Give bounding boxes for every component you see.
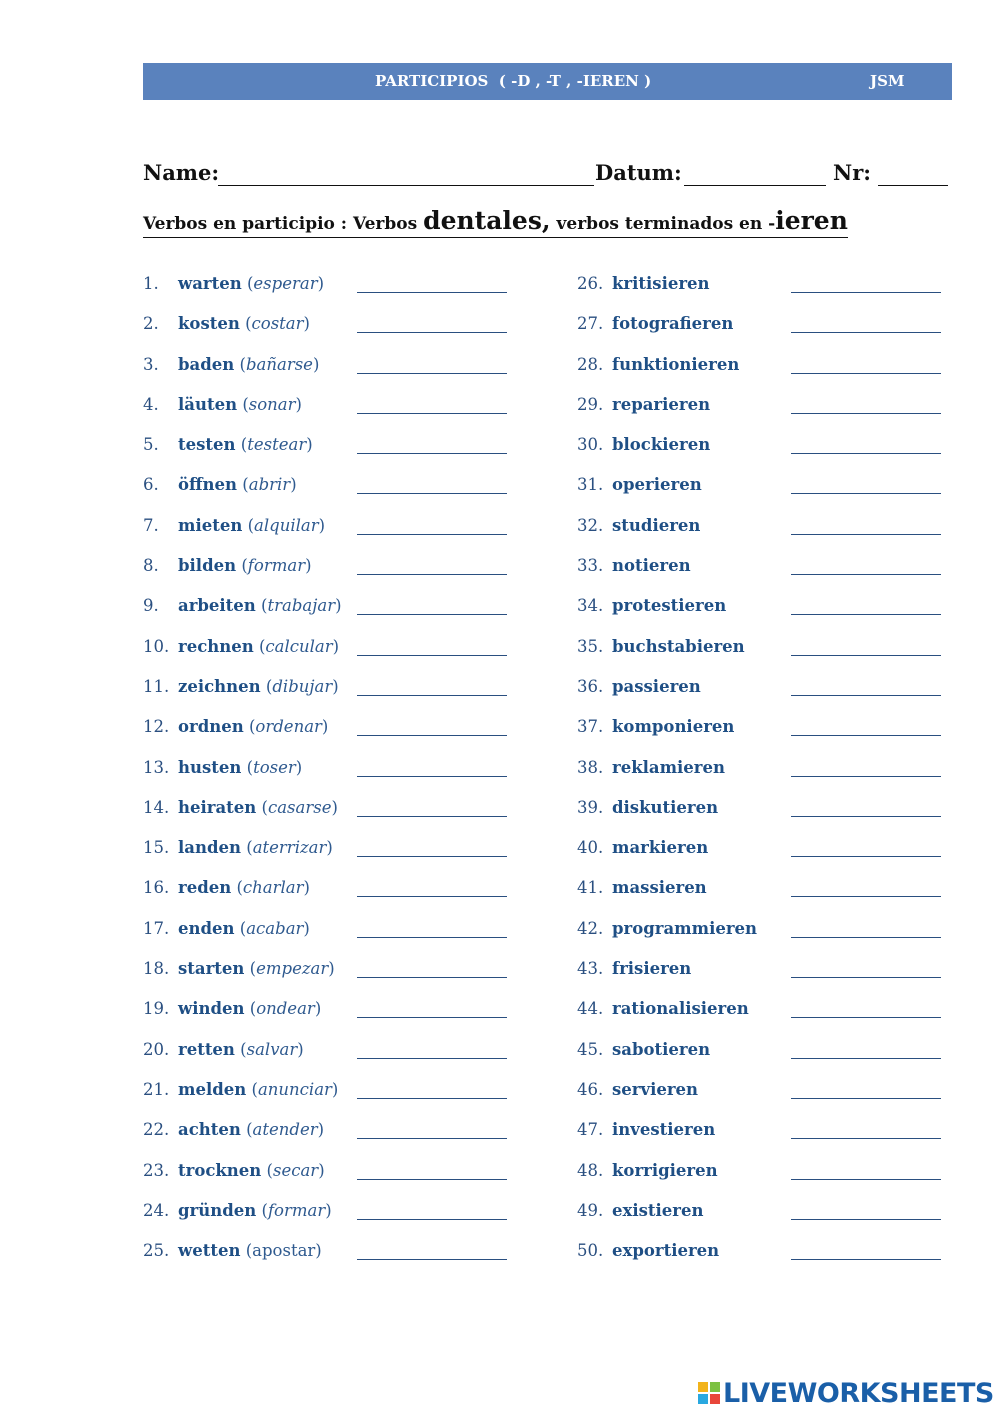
verb-text [612,798,718,817]
verb-translation: dibujar [272,676,333,696]
answer-blank[interactable] [791,816,941,817]
item-number: 23. [143,1160,170,1180]
item-number: 41. [577,878,604,898]
answer-blank[interactable] [357,937,507,938]
answer-blank[interactable] [357,614,507,615]
verb-infinitive: operieren [612,475,702,495]
verb-text [612,1241,719,1260]
verb-infinitive: winden [178,999,245,1019]
item-number: 29. [577,394,604,414]
verb-translation: casarse [267,797,332,817]
verb-infinitive: frisieren [612,959,692,979]
item-number: 20. [143,1039,170,1059]
verb-text: rechnen (calcular) [178,636,340,656]
verb-text [612,1201,703,1220]
answer-blank[interactable] [791,937,941,938]
liveworksheets-logo [698,1378,994,1410]
verb-infinitive: passieren [612,676,701,696]
verb-infinitive: starten [178,959,245,979]
item-number: 50. [577,1241,604,1261]
item-number: 30. [577,435,604,455]
answer-blank[interactable] [357,1017,507,1018]
instructions-text-1: Verbos en participio : Verbos [143,214,424,234]
nr-label: Nr: [833,160,872,185]
verb-text [612,435,710,454]
verb-text: mieten (alquilar) [178,515,326,535]
verb-infinitive: programmieren [612,918,758,938]
verb-text [612,1161,718,1180]
item-number: 5. [143,435,159,455]
nr-field[interactable] [878,185,948,186]
answer-blank[interactable] [357,332,507,333]
verb-infinitive: investieren [612,1120,716,1140]
answer-blank[interactable] [791,856,941,857]
verb-infinitive: mieten [178,515,243,535]
answer-blank[interactable] [357,776,507,777]
verb-infinitive: gründen [178,1200,257,1220]
verb-text: retten (salvar) [178,1039,304,1059]
item-number: 2. [143,314,159,334]
verb-text [612,1040,710,1059]
item-number: 13. [143,757,170,777]
verb-translation: formar [267,1200,326,1220]
verb-infinitive: blockieren [612,435,711,455]
verb-infinitive: kosten [178,314,240,334]
item-number: 21. [143,1079,170,1099]
verb-infinitive: achten [178,1120,241,1140]
answer-blank[interactable] [791,614,941,615]
item-number: 11. [143,676,170,696]
item-number: 47. [577,1120,604,1140]
answer-blank[interactable] [357,413,507,414]
verb-infinitive: landen [178,838,241,858]
verb-translation: aterrizar [252,838,327,858]
item-number: 36. [577,676,604,696]
item-number: 24. [143,1200,170,1220]
verb-text: enden (acabar) [178,918,310,938]
answer-blank[interactable] [357,1259,507,1260]
item-number: 33. [577,556,604,576]
verb-infinitive: rationalisieren [612,999,749,1019]
logo-text: LIVEWORKSHEETS [723,1378,994,1409]
verb-text: testen (testear) [178,435,313,455]
answer-blank[interactable] [791,977,941,978]
answer-blank[interactable] [791,1098,941,1099]
item-number: 9. [143,596,159,616]
worksheet-title: PARTICIPIOS ( -D , -T , -IEREN ) [375,72,652,90]
verb-text: achten (atender) [178,1120,325,1140]
verb-text: melden (anunciar) [178,1079,339,1099]
verb-text: zeichnen (dibujar) [178,676,339,696]
item-number: 26. [577,274,604,293]
instructions-emphasis-ieren: ieren [775,206,848,235]
answer-blank[interactable] [357,574,507,575]
verb-infinitive: protestieren [612,596,727,616]
answer-blank[interactable] [791,735,941,736]
answer-blank[interactable] [357,1179,507,1180]
verb-text: reden (charlar) [178,878,310,898]
item-number: 12. [143,717,170,737]
answer-blank[interactable] [791,493,941,494]
verb-infinitive: reparieren [612,394,711,414]
verb-translation: anunciar [257,1079,332,1099]
answer-blank[interactable] [791,292,941,293]
verb-infinitive: kritisieren [612,274,710,293]
verb-translation: abrir [248,475,291,495]
answer-blank[interactable] [357,695,507,696]
answer-blank[interactable] [791,1058,941,1059]
item-number: 15. [143,838,170,858]
item-number: 4. [143,394,159,414]
answer-blank[interactable] [357,735,507,736]
verb-infinitive: retten [178,1039,235,1059]
item-number: 31. [577,475,604,495]
answer-blank[interactable] [791,574,941,575]
item-number: 8. [143,556,159,576]
answer-blank[interactable] [357,453,507,454]
verb-translation: calcular [265,636,333,656]
verb-text [612,475,702,494]
answer-blank[interactable] [357,373,507,374]
verb-text [612,516,700,535]
answer-blank[interactable] [357,896,507,897]
answer-blank[interactable] [791,332,941,333]
verb-text [612,878,707,897]
item-number: 19. [143,999,170,1019]
answer-blank[interactable] [791,655,941,656]
verb-text: heiraten (casarse) [178,797,338,817]
verb-text: baden (bañarse) [178,354,320,374]
verb-text: arbeiten (trabajar) [178,596,342,616]
instructions [143,208,848,238]
item-number: 7. [143,515,159,535]
answer-blank[interactable] [357,977,507,978]
item-number: 1. [143,274,159,293]
verb-infinitive: enden [178,918,235,938]
item-number: 10. [143,636,170,656]
verb-infinitive: bilden [178,556,237,576]
verb-infinitive: wetten [178,1241,241,1261]
verb-infinitive: reklamieren [612,757,725,777]
verb-translation: acabar [246,918,304,938]
verb-text: landen (aterrizar) [178,838,333,858]
verb-text [612,758,725,777]
verb-text [612,1080,698,1099]
verb-text: warten (esperar) [178,274,325,293]
item-number: 49. [577,1200,604,1220]
answer-blank[interactable] [791,1259,941,1260]
verb-infinitive: markieren [612,838,709,858]
verb-text [612,1120,715,1139]
verb-infinitive: arbeiten [178,596,256,616]
verb-infinitive: korrigieren [612,1160,718,1180]
item-number: 43. [577,959,604,979]
verb-infinitive: trocknen [178,1160,262,1180]
verb-text: bilden (formar) [178,556,312,576]
header-banner [143,63,952,100]
verb-infinitive: heiraten [178,797,257,817]
name-field[interactable] [218,185,594,186]
verb-text: ordnen (ordenar) [178,717,329,737]
answer-blank[interactable] [357,493,507,494]
verb-text: husten (toser) [178,757,303,777]
item-number: 6. [143,475,159,495]
item-number: 37. [577,717,604,737]
answer-blank[interactable] [357,1098,507,1099]
verb-text: öffnen (abrir) [178,475,297,495]
verb-translation: empezar [256,959,329,979]
verb-translation: trabajar [267,596,336,616]
instructions-text-2: verbos terminados en - [550,214,776,234]
verb-text [612,274,710,293]
answer-blank[interactable] [791,1138,941,1139]
verb-translation: esperar [253,274,318,293]
item-number: 22. [143,1120,170,1140]
verb-text [612,919,757,938]
item-number: 32. [577,515,604,535]
student-info-line [143,160,951,190]
item-number: 35. [577,636,604,656]
answer-blank[interactable] [791,1219,941,1220]
verb-translation: atender [252,1120,318,1140]
answer-blank[interactable] [791,373,941,374]
verb-translation: ordenar [255,717,322,737]
verb-text [612,637,745,656]
answer-blank[interactable] [357,1219,507,1220]
verb-text [612,959,691,978]
answer-blank[interactable] [357,1138,507,1139]
verb-infinitive: warten [178,274,242,293]
verb-text: starten (empezar) [178,959,335,979]
verb-infinitive: fotografieren [612,314,734,334]
item-number: 34. [577,596,604,616]
verb-text [612,355,739,374]
verb-infinitive: rechnen [178,636,254,656]
item-number: 40. [577,838,604,858]
item-number: 42. [577,918,604,938]
answer-blank[interactable] [357,655,507,656]
item-number: 39. [577,797,604,817]
verb-text: gründen (formar) [178,1200,332,1220]
verb-infinitive: buchstabieren [612,636,745,656]
answer-blank[interactable] [357,856,507,857]
item-number: 48. [577,1160,604,1180]
verb-infinitive: servieren [612,1079,699,1099]
verb-text [612,677,701,696]
verb-text [612,838,708,857]
answer-blank[interactable] [791,1017,941,1018]
verb-translation: sonar [248,394,296,414]
verb-text [612,999,749,1018]
item-number: 38. [577,757,604,777]
verb-translation: ondear [256,999,315,1019]
answer-blank[interactable] [791,453,941,454]
verb-infinitive: ordnen [178,717,244,737]
answer-blank[interactable] [357,292,507,293]
date-label: Datum: [595,160,682,185]
verb-text: läuten (sonar) [178,394,302,414]
date-field[interactable] [684,185,826,186]
answer-blank[interactable] [357,1058,507,1059]
verb-text: kosten (costar) [178,314,310,334]
verb-infinitive: läuten [178,394,238,414]
item-number: 17. [143,918,170,938]
verb-translation: secar [272,1160,319,1180]
author-initials: JSM [870,72,905,90]
answer-blank[interactable] [791,413,941,414]
answer-blank[interactable] [791,896,941,897]
verb-infinitive: existieren [612,1200,704,1220]
verb-infinitive: sabotieren [612,1039,711,1059]
item-number: 18. [143,959,170,979]
item-number: 3. [143,354,159,374]
verb-text: trocknen (secar) [178,1160,325,1180]
verb-infinitive: exportieren [612,1241,720,1261]
verb-infinitive: husten [178,757,242,777]
item-number: 46. [577,1079,604,1099]
verb-translation: apostar [252,1241,316,1261]
verb-text [612,395,710,414]
verb-infinitive: testen [178,435,236,455]
answer-blank[interactable] [791,534,941,535]
verb-infinitive: zeichnen [178,676,261,696]
verb-infinitive: diskutieren [612,797,719,817]
item-number: 27. [577,314,604,334]
item-number: 14. [143,797,170,817]
verb-infinitive: funktionieren [612,354,740,374]
verb-infinitive: öffnen [178,475,238,495]
verb-text [612,556,691,575]
verb-translation: costar [251,314,304,334]
answer-blank[interactable] [357,816,507,817]
instructions-emphasis-dentales: dentales, [423,206,551,235]
verb-infinitive: notieren [612,556,691,576]
verb-infinitive: studieren [612,515,701,535]
answer-blank[interactable] [791,695,941,696]
liveworksheets-logo-icon [698,1382,720,1404]
item-number: 16. [143,878,170,898]
verb-translation: charlar [242,878,304,898]
verb-text: wetten (apostar) [178,1241,322,1261]
verb-infinitive: komponieren [612,717,735,737]
verb-translation: testear [247,435,307,455]
verb-infinitive: reden [178,878,232,898]
verb-text: winden (ondear) [178,999,322,1019]
verb-translation: toser [253,757,296,777]
answer-blank[interactable] [791,1179,941,1180]
verb-text [612,596,726,615]
verb-infinitive: baden [178,354,235,374]
item-number: 45. [577,1039,604,1059]
verb-text [612,717,734,736]
verb-translation: bañarse [245,354,313,374]
answer-blank[interactable] [791,776,941,777]
item-number: 44. [577,999,604,1019]
item-number: 28. [577,354,604,374]
verb-infinitive: melden [178,1079,247,1099]
name-label: Name: [143,160,220,185]
verb-text [612,314,733,333]
verb-infinitive: massieren [612,878,707,898]
item-number: 25. [143,1241,170,1261]
answer-blank[interactable] [357,534,507,535]
verb-translation: formar [247,556,306,576]
verb-translation: alquilar [254,515,319,535]
verb-translation: salvar [246,1039,298,1059]
